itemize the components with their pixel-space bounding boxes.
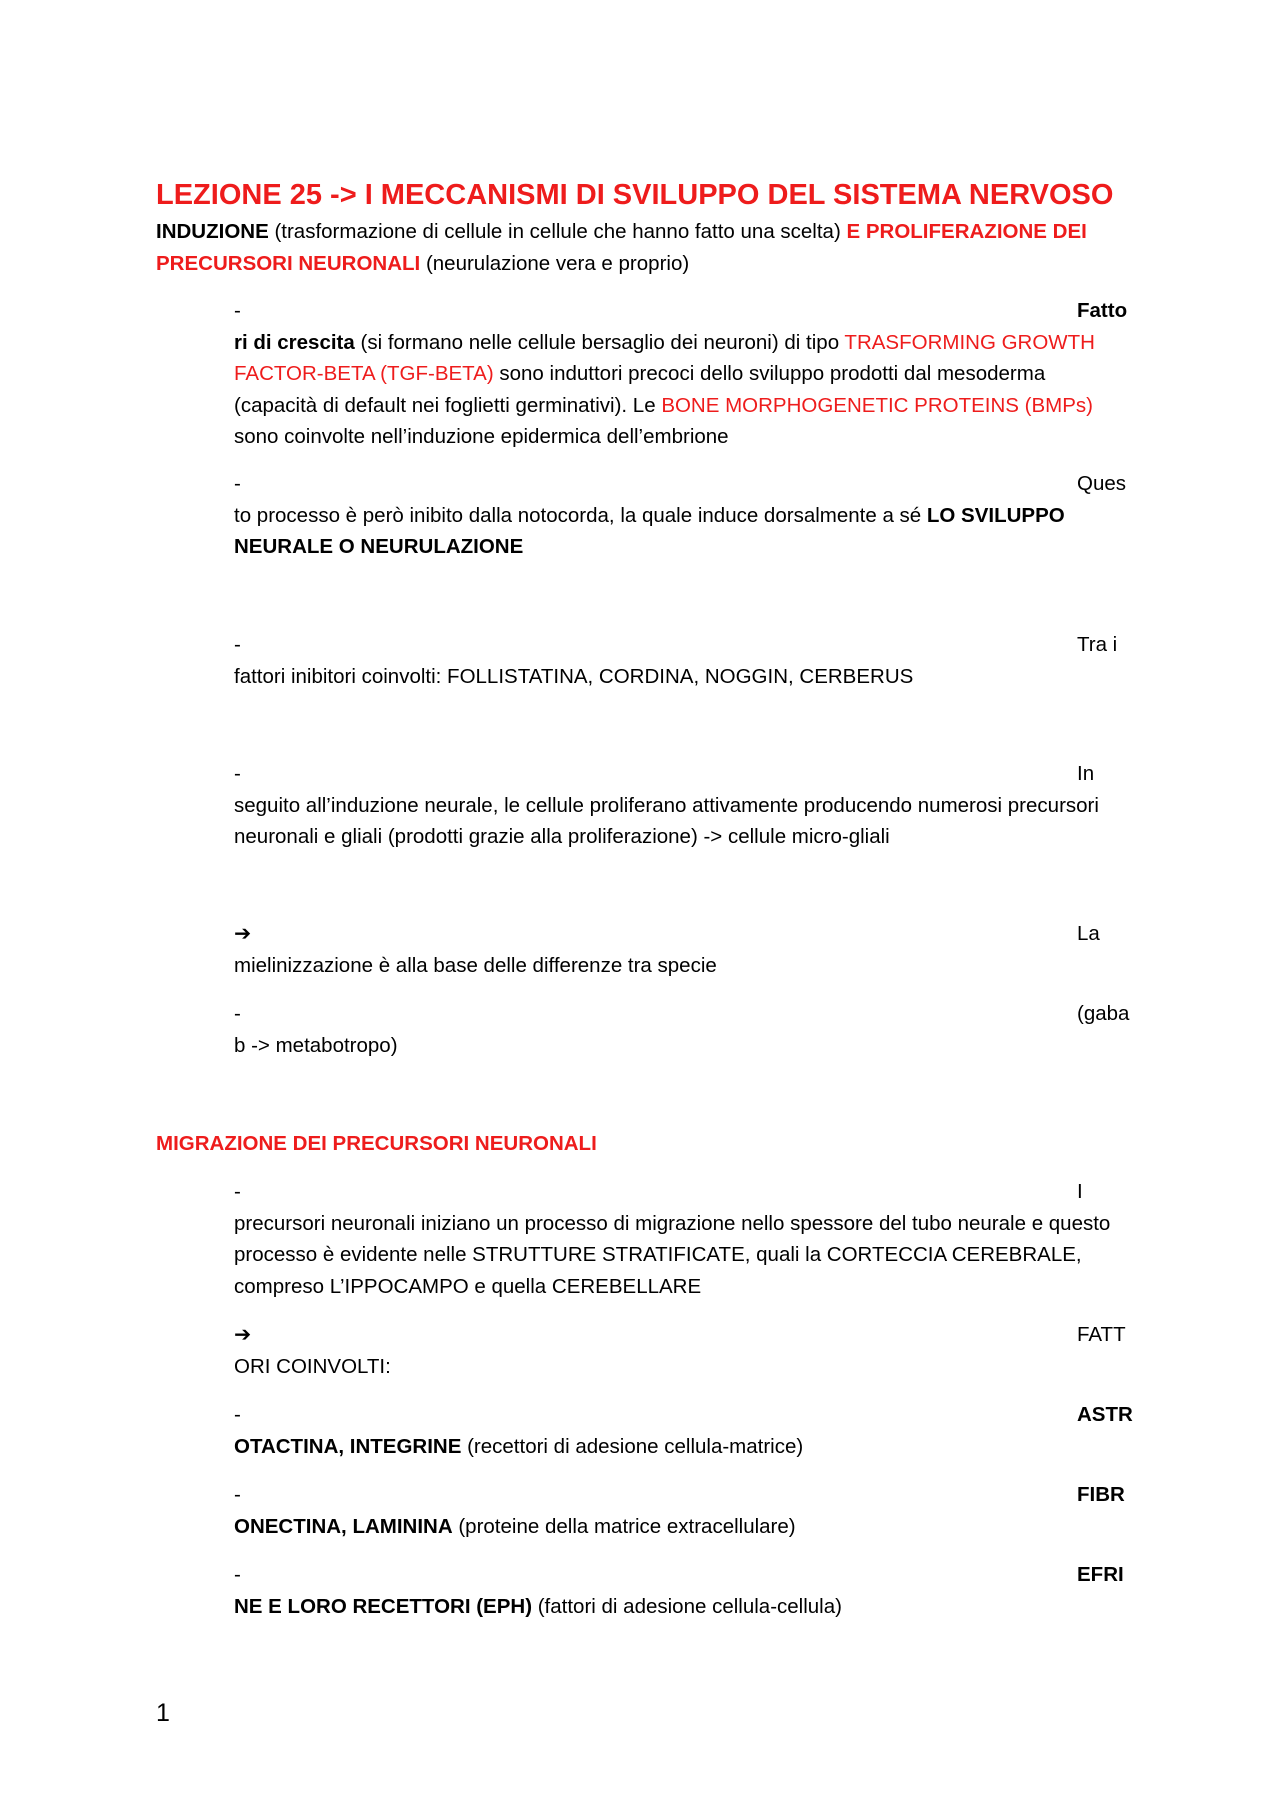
item-term: ONECTINA, LAMININA [234,1514,453,1538]
item-text: (proteine della matrice extracellulare) [452,1514,796,1538]
bullet-marker: - [234,1002,241,1025]
item-text: sono induttori precoci dello sviluppo prodotti dal mesoderma (capacità di default nei foglietti germinativi). Le [234,362,1046,417]
section-heading: MIGRAZIONE DEI PRECURSORI NEURONALI [156,1132,597,1155]
item-term: LO SVILUPPO NEURALE O NEURULAZIONE [234,503,1065,559]
bullet-marker: - [234,1403,241,1426]
item-head-fragment: FATT [1077,1323,1126,1346]
item-text: (recettori di adesione cellula-matrice) [461,1434,804,1458]
arrow-marker-icon: ➔ [234,922,252,945]
list-item [234,1319,1134,1382]
item-body [234,500,1134,563]
bullet-marker: - [234,633,241,656]
intro-text: (trasformazione di cellule in cellule che hanno fatto una scelta) [268,220,847,243]
item-body: fattori inibitori coinvolti: FOLLISTATINA, CORDINA, NOGGIN, CERBERUS [234,664,914,688]
list-item [234,1559,1134,1622]
bullet-marker: - [234,1180,241,1203]
item-term-bmps: BONE MORPHOGENETIC PROTEINS (BMPs) [661,393,1093,417]
item-body [234,327,1134,453]
bullet-marker: - [234,299,241,322]
item-head-fragment: (gaba [1077,1002,1130,1025]
item-body: b -> metabotropo) [234,1033,398,1057]
item-head-fragment: In [1077,762,1095,785]
bullet-marker: - [234,762,241,785]
intro-term-proliferazione: E PROLIFERAZIONE DEI PRECURSORI NEURONALI [156,220,1087,275]
list-item [234,468,1134,563]
item-head-fragment: EFRI [1077,1563,1124,1586]
item-term: ri di crescita [234,330,355,354]
item-text: (si formano nelle cellule bersaglio dei neuroni) di tipo [354,330,845,354]
item-head-fragment: I [1077,1180,1083,1203]
list-item [234,629,1134,692]
list-item [234,295,1134,453]
item-text: (fattori di adesione cellula-cellula) [532,1594,842,1618]
arrow-marker-icon: ➔ [234,1323,252,1346]
item-body: precursori neuronali iniziano un processo di migrazione nello spessore del tubo neurale e questo processo è evidente nelle STRUTTURE STRATIFICATE, quali la CORTECCIA CEREBRALE, compreso L’IPPOCAMPO e quella CEREBELLARE [234,1211,1111,1298]
item-body [234,1431,1134,1463]
item-body: seguito all’induzione neurale, le cellule proliferano attivamente producendo numerosi precursori neuronali e gliali (prodotti grazie alla proliferazione) -> cellule micro-gliali [234,793,1099,849]
item-head-fragment: La [1077,922,1100,945]
page-title: LEZIONE 25 -> I MECCANISMI DI SVILUPPO DEL SISTEMA NERVOSO [156,179,1114,211]
item-body: mielinizzazione è alla base delle differenze tra specie [234,953,717,977]
item-body [234,1511,1134,1543]
item-term: NE E LORO RECETTORI (EPH) [234,1594,533,1618]
list-item [234,918,1134,981]
item-head-fragment: FIBR [1077,1483,1125,1506]
item-text: to processo è però inibito dalla notocorda, la quale induce dorsalmente a sé [234,503,927,527]
page-number: 1 [156,1699,170,1727]
item-text: sono coinvolte nell’induzione epidermica dell’embrione [234,425,729,449]
item-head-fragment: ASTR [1077,1403,1133,1426]
intro-paragraph [156,216,1136,279]
item-term: OTACTINA, INTEGRINE [234,1434,462,1458]
list-item [234,1399,1134,1462]
list-item [234,1479,1134,1542]
list-item [234,998,1134,1061]
bullet-marker: - [234,1483,241,1506]
list-item [234,1176,1134,1302]
item-body: ORI COINVOLTI: [234,1354,391,1378]
item-term-tgf-beta: TRASFORMING GROWTH FACTOR-BETA (TGF-BETA) [234,330,1095,386]
item-head-fragment: Fatto [1077,299,1128,322]
item-head-fragment: Ques [1077,472,1126,495]
intro-text-end: (neurulazione vera e proprio) [420,251,690,275]
bullet-marker: - [234,1563,241,1586]
list-item [234,758,1134,853]
intro-term-induzione: INDUZIONE [156,220,269,243]
item-head-fragment: Tra i [1077,633,1118,656]
bullet-marker: - [234,472,241,495]
item-body [234,1591,1134,1623]
